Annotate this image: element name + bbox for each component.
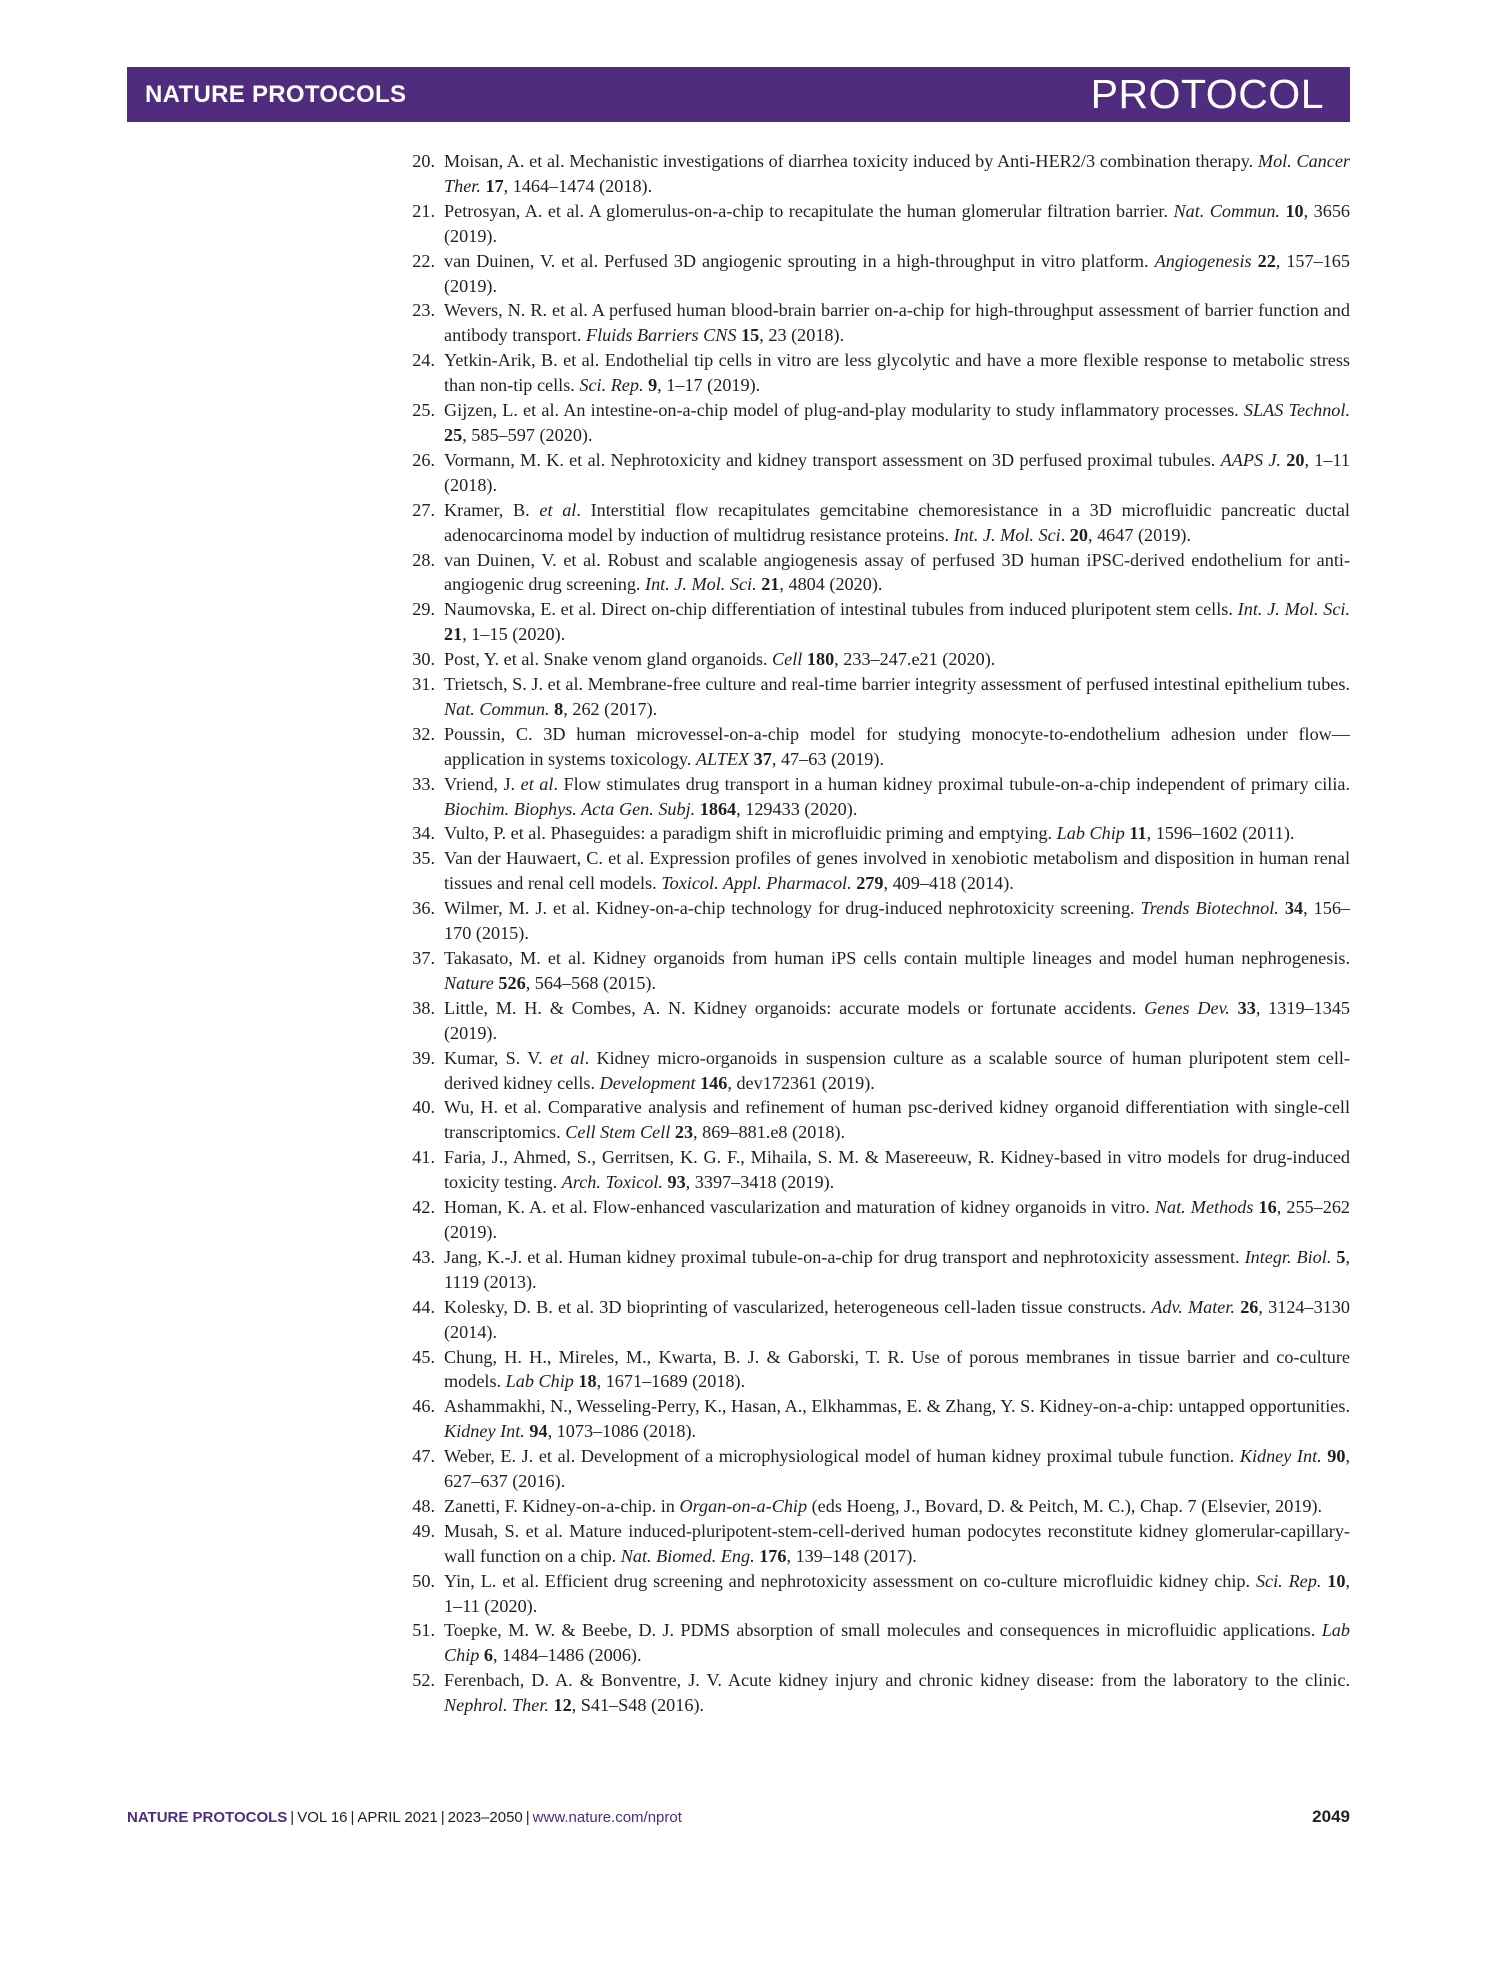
reference-number: 20.: [412, 151, 435, 171]
reference-segment: , 4647 (2019).: [1087, 524, 1192, 545]
reference-volume: 12: [553, 1695, 572, 1716]
reference-volume: 10: [1285, 200, 1304, 221]
reference-segment: Moisan, A. et al. Mechanistic investigations of diarrhea toxicity induced by Anti-HER2/3 combination therapy.: [444, 151, 1258, 171]
reference-segment: Yin, L. et al. Efficient drug screening and nephrotoxicity assessment on co-culture microfluidic kidney chip.: [444, 1570, 1256, 1591]
reference-volume: 5: [1336, 1246, 1346, 1267]
reference-segment: , 3124–3130 (2014).: [444, 1296, 1350, 1342]
reference-volume: 1864: [699, 798, 737, 819]
reference-number: 44.: [412, 1296, 435, 1317]
footer-journal-name: NATURE PROTOCOLS: [127, 1809, 288, 1826]
reference-segment: Toepke, M. W. & Beebe, D. J. PDMS absorption of small molecules and consequences in microfluidic applications.: [444, 1620, 1322, 1641]
reference-number: 26.: [412, 449, 435, 470]
reference-item: [397, 597, 1350, 647]
reference-segment: van Duinen, V. et al. Perfused 3D angiogenic sprouting in a high-throughput in vitro platform.: [444, 250, 1155, 271]
reference-segment: , 1319–1345 (2019).: [444, 997, 1351, 1043]
reference-segment: Ashammakhi, N., Wesseling-Perry, K., Hasan, A., Elkhammas, E. & Zhang, Y. S. Kidney-on-a-chip: untapped opportunities.: [444, 1396, 1350, 1417]
reference-number: 21.: [412, 200, 435, 221]
footer-separator: |: [290, 1809, 295, 1826]
reference-segment: Weber, E. J. et al. Development of a microphysiological model of human kidney proximal tubule function.: [444, 1446, 1240, 1467]
reference-journal: et al: [539, 499, 577, 520]
reference-segment: Kumar, S. V.: [444, 1047, 550, 1068]
reference-item: [397, 1569, 1350, 1619]
reference-text: [444, 1569, 1350, 1619]
reference-number: 35.: [412, 848, 435, 869]
footer-pages: 2023–2050: [447, 1809, 523, 1826]
reference-text: [444, 1345, 1350, 1395]
reference-journal: Nat. Commun.: [1173, 200, 1280, 221]
reference-segment: , 156–170 (2015).: [444, 898, 1351, 944]
reference-item: [397, 348, 1350, 398]
reference-segment: Van der Hauwaert, C. et al. Expression profiles of genes involved in xenobiotic metabolism and disposition in human renal tissues and renal cell models.: [444, 848, 1350, 894]
reference-journal: Int. J. Mol. Sci: [953, 524, 1061, 545]
reference-item: [397, 1095, 1350, 1145]
reference-segment: Gijzen, L. et al. An intestine-on-a-chip model of plug-and-play modularity to study inflammatory processes.: [444, 400, 1244, 421]
reference-volume: 34: [1284, 898, 1304, 919]
reference-volume: 20: [1286, 449, 1305, 470]
reference-number: 32.: [412, 723, 435, 744]
reference-item: [397, 249, 1350, 299]
reference-volume: 180: [806, 649, 835, 670]
reference-segment: Ferenbach, D. A. & Bonventre, J. V. Acute kidney injury and chronic kidney disease: from the laboratory to the clinic.: [444, 1670, 1350, 1691]
reference-number: 39.: [412, 1047, 435, 1068]
reference-text: [444, 548, 1350, 598]
reference-number: 51.: [412, 1620, 435, 1641]
reference-segment: , 1073–1086 (2018).: [547, 1421, 697, 1442]
reference-item: [397, 199, 1350, 249]
reference-journal: Nat. Commun.: [444, 698, 550, 719]
reference-text: [444, 498, 1350, 548]
reference-volume: 176: [759, 1545, 787, 1566]
reference-volume: 33: [1237, 997, 1256, 1018]
reference-item: [397, 821, 1350, 846]
footer: [127, 1809, 1350, 1831]
reference-number: 33.: [412, 773, 435, 794]
reference-volume: 17: [485, 175, 504, 196]
reference-journal: Nephrol. Ther.: [444, 1695, 549, 1716]
reference-journal: Mol. Cancer Ther.: [444, 151, 1350, 196]
reference-segment: , 139–148 (2017).: [786, 1545, 917, 1566]
reference-segment: Yetkin-Arik, B. et al. Endothelial tip cells in vitro are less glycolytic and have a more flexible response to metabolic stress than non-tip cells.: [444, 350, 1350, 396]
reference-segment: Vriend, J.: [444, 773, 521, 794]
reference-journal: Kidney Int.: [444, 1421, 525, 1442]
reference-item: [397, 1519, 1350, 1569]
reference-segment: Jang, K.-J. et al. Human kidney proximal tubule-on-a-chip for drug transport and nephrotoxicity assessment.: [444, 1246, 1245, 1267]
reference-journal: Cell Stem Cell: [565, 1122, 671, 1143]
reference-item: [397, 498, 1350, 548]
reference-volume: 18: [578, 1371, 597, 1392]
reference-volume: 21: [444, 624, 463, 645]
reference-segment: , 409–418 (2014).: [883, 873, 1014, 894]
reference-segment: Zanetti, F. Kidney-on-a-chip. in: [444, 1495, 680, 1516]
reference-journal: Integr. Biol.: [1244, 1246, 1332, 1267]
reference-segment: . Kidney micro-organoids in suspension culture as a scalable source of human pluripotent stem cell-derived kidney cells.: [444, 1047, 1350, 1093]
reference-volume: 37: [753, 748, 772, 769]
reference-segment: Little, M. H. & Combes, A. N. Kidney organoids: accurate models or fortunate accidents.: [444, 997, 1145, 1018]
reference-number: 22.: [412, 250, 435, 271]
reference-text: [444, 1444, 1350, 1494]
reference-text: [444, 896, 1350, 946]
reference-journal: Biochim. Biophys. Acta Gen. Subj.: [444, 798, 696, 819]
reference-journal: Fluids Barriers CNS: [585, 325, 737, 346]
reference-text: [444, 996, 1350, 1046]
reference-segment: , 869–881.e8 (2018).: [693, 1122, 846, 1143]
reference-item: [397, 1245, 1350, 1295]
reference-text: [444, 249, 1350, 299]
reference-text: [444, 1095, 1350, 1145]
reference-volume: 90: [1327, 1446, 1346, 1467]
reference-number: 29.: [412, 599, 435, 620]
reference-journal: Lab Chip: [505, 1371, 574, 1392]
reference-item: [397, 448, 1350, 498]
reference-text: [444, 772, 1350, 822]
reference-segment: , 47–63 (2019).: [771, 748, 884, 769]
reference-item: [397, 1444, 1350, 1494]
reference-text: [444, 398, 1350, 448]
reference-volume: 26: [1240, 1296, 1259, 1317]
reference-segment: , 157–165 (2019).: [444, 250, 1350, 296]
reference-journal: Nat. Methods: [1154, 1197, 1254, 1218]
header-bar: [127, 67, 1350, 122]
reference-number: 36.: [412, 898, 435, 919]
reference-journal: Int. J. Mol. Sci.: [645, 574, 757, 595]
reference-text: [444, 846, 1350, 896]
reference-text: [444, 1618, 1350, 1668]
reference-segment: Faria, J., Ahmed, S., Gerritsen, K. G. F., Mihaila, S. M. & Masereeuw, R. Kidney-based in vitro models for drug-induced toxicity testing.: [444, 1147, 1350, 1193]
reference-volume: 6: [483, 1645, 494, 1666]
reference-volume: 11: [1129, 823, 1147, 844]
reference-segment: , 3656 (2019).: [444, 200, 1350, 246]
reference-journal: Kidney Int.: [1239, 1446, 1322, 1467]
reference-number: 47.: [412, 1446, 435, 1467]
reference-segment: Trietsch, S. J. et al. Membrane-free culture and real-time barrier integrity assessment of perfused intestinal epithelium tubes.: [444, 674, 1350, 695]
reference-text: [444, 1295, 1350, 1345]
reference-segment: . Flow stimulates drug transport in a human kidney proximal tubule-on-a-chip independent of primary cilia.: [553, 773, 1350, 794]
reference-segment: , S41–S48 (2016).: [571, 1695, 705, 1716]
reference-text: [444, 1245, 1350, 1295]
header-journal-name: NATURE PROTOCOLS: [145, 81, 407, 108]
reference-text: [444, 1046, 1350, 1096]
reference-journal: Arch. Toxicol.: [561, 1172, 663, 1193]
reference-number: 48.: [412, 1495, 435, 1516]
reference-journal: Int. J. Mol. Sci.: [1237, 599, 1351, 620]
reference-text: [444, 946, 1350, 996]
reference-item: [397, 772, 1350, 822]
reference-volume: 15: [741, 325, 760, 346]
reference-segment: , 1–11 (2018).: [444, 449, 1351, 495]
reference-segment: Wu, H. et al. Comparative analysis and refinement of human psc-derived kidney organoid differentiation with single-cell transcriptomics.: [444, 1097, 1350, 1143]
reference-segment: , 1484–1486 (2006).: [493, 1645, 642, 1666]
reference-number: 31.: [412, 674, 435, 695]
footer-url-link[interactable]: www.nature.com/nprot: [532, 1809, 682, 1826]
reference-journal: Organ-on-a-Chip: [679, 1495, 808, 1516]
reference-number: 40.: [412, 1097, 435, 1118]
reference-volume: 10: [1327, 1570, 1346, 1591]
footer-separator: |: [525, 1809, 530, 1826]
reference-segment: (eds Hoeng, J., Bovard, D. & Peitch, M. C.), Chap. 7 (Elsevier, 2019).: [807, 1495, 1323, 1516]
reference-item: [397, 996, 1350, 1046]
reference-segment: [1230, 998, 1238, 1018]
reference-volume: 16: [1258, 1197, 1277, 1218]
reference-segment: .: [1060, 524, 1070, 545]
reference-item: [397, 398, 1350, 448]
reference-segment: Wevers, N. R. et al. A perfused human blood-brain barrier on-a-chip for high-throughput assessment of barrier function and antibody transport.: [444, 300, 1350, 346]
reference-segment: Musah, S. et al. Mature induced-pluripotent-stem-cell-derived human podocytes reconstitute kidney glomerular-capillary-wall function on a chip.: [444, 1520, 1350, 1566]
reference-segment: , 1–15 (2020).: [462, 624, 566, 645]
reference-volume: 93: [667, 1172, 686, 1193]
reference-volume: 9: [648, 375, 658, 396]
reference-item: [397, 672, 1350, 722]
reference-journal: et al: [520, 773, 554, 794]
reference-segment: , 1596–1602 (2011).: [1146, 823, 1295, 844]
header-article-type: PROTOCOL: [1090, 71, 1324, 117]
reference-volume: 94: [529, 1421, 548, 1442]
reference-text: [444, 672, 1350, 722]
reference-segment: van Duinen, V. et al. Robust and scalable angiogenesis assay of perfused 3D human iPSC-derived endothelium for anti-angiogenic drug screening.: [444, 549, 1350, 595]
reference-segment: Kramer, B.: [444, 499, 540, 520]
footer-issue: APRIL 2021: [357, 1809, 438, 1826]
reference-number: 52.: [412, 1670, 435, 1691]
reference-segment: , 627–637 (2016).: [444, 1446, 1350, 1492]
reference-segment: Poussin, C. 3D human microvessel-on-a-chip model for studying monocyte-to-endothelium adhesion under flow—application in systems toxicology.: [444, 723, 1350, 769]
reference-segment: , 585–597 (2020).: [462, 424, 593, 445]
reference-segment: . Interstitial flow recapitulates gemcitabine chemoresistance in a 3D microfluidic pancreatic ductal adenocarcinoma model by induction of multidrug resistance proteins.: [444, 499, 1350, 545]
reference-item: [397, 946, 1350, 996]
reference-text: [444, 1145, 1350, 1195]
reference-number: 25.: [412, 400, 435, 421]
reference-segment: Post, Y. et al. Snake venom gland organoids.: [444, 649, 773, 670]
reference-volume: 526: [498, 972, 526, 993]
reference-number: 50.: [412, 1570, 435, 1591]
reference-number: 37.: [412, 948, 435, 968]
reference-journal: Trends Biotechnol.: [1140, 898, 1279, 919]
reference-text: [444, 821, 1350, 846]
reference-segment: , 1–17 (2019).: [657, 375, 761, 396]
reference-item: [397, 896, 1350, 946]
footer-separator: |: [350, 1809, 355, 1826]
reference-item: [397, 1494, 1350, 1519]
reference-item: [397, 722, 1350, 772]
reference-segment: Homan, K. A. et al. Flow-enhanced vascularization and maturation of kidney organoids in vitro.: [444, 1197, 1155, 1218]
reference-volume: 20: [1069, 524, 1088, 545]
reference-segment: Takasato, M. et al. Kidney organoids from human iPS cells contain multiple lineages and model human nephrogenesis.: [444, 948, 1350, 968]
reference-journal: Nature: [444, 972, 494, 993]
reference-segment: Wilmer, M. J. et al. Kidney-on-a-chip technology for drug-induced nephrotoxicity screening.: [444, 898, 1141, 919]
reference-text: [444, 722, 1350, 772]
reference-volume: 279: [856, 873, 884, 894]
reference-list: [397, 149, 1350, 1718]
reference-segment: , 1464–1474 (2018).: [503, 175, 653, 196]
reference-number: 41.: [412, 1147, 435, 1168]
reference-segment: , 255–262 (2019).: [444, 1197, 1351, 1242]
reference-number: 34.: [412, 823, 435, 844]
reference-text: [444, 298, 1350, 348]
reference-journal: Nat. Biomed. Eng.: [620, 1545, 755, 1566]
reference-volume: 22: [1257, 250, 1276, 271]
reference-text: [444, 597, 1350, 647]
reference-segment: , 233–247.e21 (2020).: [834, 649, 996, 670]
reference-text: [444, 1519, 1350, 1569]
reference-journal: Lab Chip: [444, 1620, 1350, 1666]
reference-volume: 8: [554, 698, 564, 719]
reference-item: [397, 1668, 1350, 1718]
reference-item: [397, 1618, 1350, 1668]
reference-item: [397, 548, 1350, 598]
reference-item: [397, 1046, 1350, 1096]
reference-item: [397, 1195, 1350, 1245]
reference-number: 28.: [412, 549, 435, 570]
reference-item: [397, 149, 1350, 199]
reference-segment: Naumovska, E. et al. Direct on-chip differentiation of intestinal tubules from induced pluripotent stem cells.: [444, 599, 1238, 620]
reference-text: [444, 1195, 1350, 1245]
reference-journal: ALTEX: [695, 748, 750, 769]
footer-volume: VOL 16: [297, 1809, 348, 1826]
reference-number: 45.: [412, 1346, 435, 1367]
reference-number: 38.: [412, 997, 435, 1018]
reference-text: [444, 348, 1350, 398]
reference-journal: Lab Chip: [1056, 823, 1125, 844]
reference-text: [444, 1494, 1350, 1519]
reference-segment: , 3397–3418 (2019).: [685, 1172, 835, 1193]
reference-number: 23.: [412, 300, 435, 321]
page-number: 2049: [1312, 1807, 1350, 1826]
reference-text: [444, 647, 1350, 672]
reference-journal: Adv. Mater.: [1151, 1296, 1235, 1317]
reference-segment: , 262 (2017).: [563, 698, 658, 719]
reference-text: [444, 448, 1350, 498]
reference-number: 49.: [412, 1520, 435, 1541]
reference-volume: 25: [444, 424, 463, 445]
reference-journal: Angiogenesis: [1154, 250, 1252, 271]
reference-segment: , 4804 (2020).: [779, 574, 883, 595]
reference-number: 24.: [412, 350, 435, 371]
reference-text: [444, 199, 1350, 249]
reference-item: [397, 1295, 1350, 1345]
reference-journal: Toxicol. Appl. Pharmacol.: [661, 873, 852, 894]
reference-item: [397, 298, 1350, 348]
reference-segment: Kolesky, D. B. et al. 3D bioprinting of vascularized, heterogeneous cell-laden tissue constructs.: [444, 1296, 1152, 1317]
reference-item: [397, 647, 1350, 672]
reference-text: [444, 149, 1350, 199]
reference-number: 46.: [412, 1396, 435, 1417]
reference-journal: AAPS J.: [1220, 449, 1281, 470]
reference-segment: Vulto, P. et al. Phaseguides: a paradigm shift in microfluidic priming and emptying.: [444, 823, 1057, 844]
reference-number: 30.: [412, 649, 435, 670]
reference-number: 43.: [412, 1246, 435, 1267]
reference-segment: , 23 (2018).: [759, 325, 845, 346]
reference-journal: Sci. Rep.: [579, 375, 644, 396]
reference-segment: Chung, H. H., Mireles, M., Kwarta, B. J. & Gaborski, T. R. Use of porous membranes in tissue barrier and co-culture models.: [444, 1346, 1350, 1392]
footer-separator: |: [440, 1809, 445, 1826]
reference-text: [444, 1668, 1350, 1718]
reference-journal: SLAS Technol.: [1243, 400, 1350, 421]
reference-journal: et al: [549, 1047, 585, 1068]
reference-segment: , 129433 (2020).: [736, 798, 858, 819]
reference-segment: , 564–568 (2015).: [525, 972, 657, 993]
reference-item: [397, 1145, 1350, 1195]
reference-number: 27.: [412, 499, 435, 520]
reference-text: [444, 1394, 1350, 1444]
reference-item: [397, 846, 1350, 896]
reference-volume: 146: [700, 1072, 728, 1093]
reference-segment: , 1671–1689 (2018).: [596, 1371, 746, 1392]
reference-segment: , dev172361 (2019).: [727, 1072, 875, 1093]
reference-volume: 21: [761, 574, 780, 595]
reference-journal: Cell: [772, 649, 803, 670]
reference-segment: Petrosyan, A. et al. A glomerulus-on-a-chip to recapitulate the human glomerular filtration barrier.: [444, 200, 1174, 221]
reference-item: [397, 1345, 1350, 1395]
reference-segment: , 1119 (2013).: [444, 1246, 1350, 1292]
reference-volume: 23: [674, 1122, 694, 1143]
reference-journal: Sci. Rep.: [1255, 1570, 1322, 1591]
reference-journal: Development: [599, 1072, 696, 1093]
reference-item: [397, 1394, 1350, 1444]
reference-journal: Genes Dev.: [1144, 997, 1230, 1018]
reference-number: 42.: [412, 1197, 435, 1218]
reference-segment: , 1–11 (2020).: [444, 1570, 1351, 1616]
reference-segment: Vormann, M. K. et al. Nephrotoxicity and kidney transport assessment on 3D perfused proximal tubules.: [444, 449, 1221, 470]
